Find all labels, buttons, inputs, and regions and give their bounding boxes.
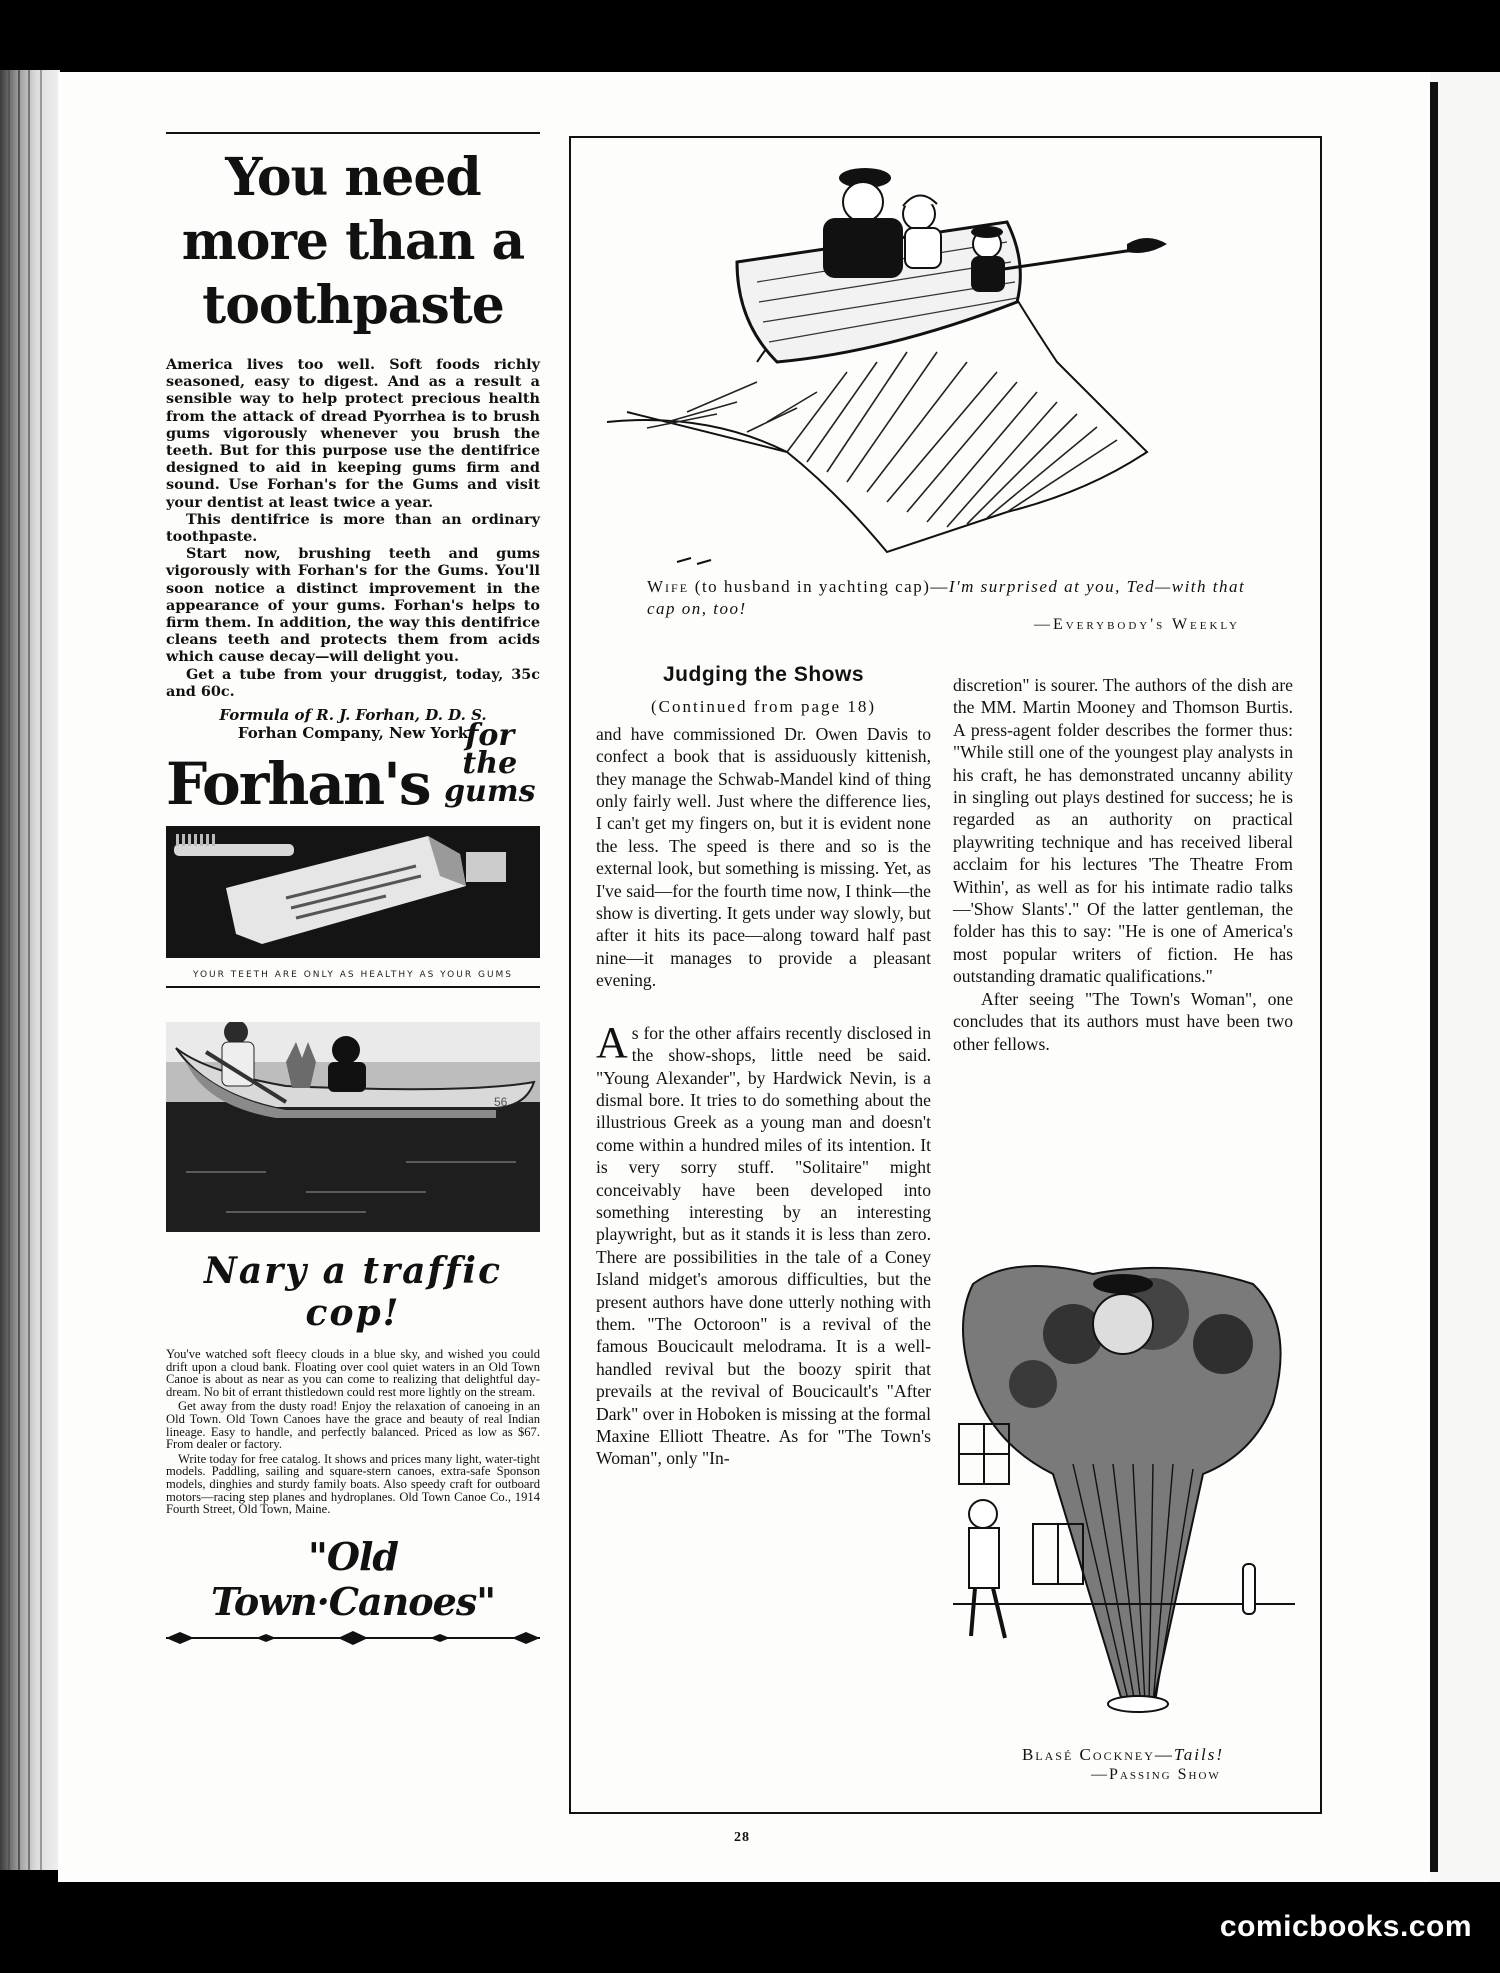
forhan-body-para: Get a tube from your druggist, today, 35c and 60c. [166,665,540,700]
toothpaste-illustration [166,826,540,958]
article-paragraph: discretion" is sourer. The authors of the dish are the MM. Martin Mooney and Thomson Burtis. A press-agent folder describes the former thus: "While still one of the youngest play analysts in his craft, he has demonstrated uncanny ability in singling out plays destined for success; he is regarded as an authority on practical playwriting technique and has received liberal acclaim for his lectures 'The Theatre From Within', as well as for his intimate radio talks—'Show Slants'." Of the latter gentleman, the folder has this to say: "He is one of America's most popular writers of fiction. He has outstanding dramatic qualifications." [953,675,1293,987]
caption-stage-direction: (to husband in yachting cap)— [694,577,949,596]
caption-speaker: Wife [647,577,690,596]
article-paragraph-text: s for the other affairs recently disclosed in the show-shops, little need be said. "Young Alexander", by Hardwick Nevin, is a dismal bore. It tries to do something about the illustrious Greek as a young man and doesn't come within a hundred miles of its intention. It is very sorry stuff. "Solitaire" might conceivably have been developed into something interesting by an interesting playwright, but as it stands it is less than zero. There are possibilities in the tale of a Coney Island midget's amorous difficulties, but the present authors have done utterly nothing with them. "The Octoroon" is a revival of the famous Boucicault melodrama. It is a well-handled revival but the boozy spirit that prevails at the revival of Boucicault's "After Dark" over in Hoboken is missing at the formal Maxine Elliott Theatre. As for "The Town's Woman", only "In- [596,1022,931,1469]
ornament-divider [166,1630,540,1646]
canoe-number: 56 [494,1095,508,1110]
cockney-cartoon [953,1264,1295,1736]
site-watermark: comicbooks.com [1219,1910,1472,1943]
forhan-logo-tagline [440,718,540,810]
facing-page-edge [1430,72,1500,1882]
exploding-hat-illustration [953,1264,1295,1736]
canoe-headline: Nary a traffic cop! [204,1250,502,1335]
canoe-body [166,1348,540,1516]
forhan-body-para: This dentifrice is more than an ordinary toothpaste. [166,510,540,546]
continued-page: 18 [847,697,869,717]
continued-suffix: ) [868,697,877,717]
article-paragraph [596,1017,931,1470]
toothpaste-caption: YOUR TEETH ARE ONLY AS HEALTHY AS YOUR GUMS [192,970,514,981]
canoe-photo [166,1022,540,1232]
forhan-logo-name: Forhan's [166,750,430,819]
top-cartoon-caption [647,576,1267,620]
toothpaste-photo [166,826,540,958]
top-scan-border [0,0,1500,70]
caption-quote: Tails! [1173,1745,1225,1764]
page-number: 28 [734,1830,750,1845]
caption-quote: I'm surprised at you, Ted—with that cap on, too! [647,577,1246,618]
forhan-body-para: America lives too well. Soft foods richly seasoned, easy to digest. And as a result a sensible way to help protect precious health from the attack of dread Pyorrhea is to brush gums vigorously whenever you brush the teeth. But for this purpose use the dentifrice designed to aid in keeping gums firm and sound. Use Forhan's for the Gums and visit your dentist at least twice a year. [166,356,540,511]
article-continued [596,696,931,718]
forhan-body [166,356,540,700]
company-line: Forhan Company, New York [237,724,469,743]
editorial-frame [569,136,1322,1814]
top-rule [166,132,540,134]
forhan-body-para: Start now, brushing teeth and gums vigorously with Forhan's for the Gums. You'll soon notice a distinct improvement in the appearance of your gums. Forhan's helps to firm them. In addition, the way this dentifrice cleans teeth and protects them from acids which cause decay—will delight you. [166,545,540,666]
formula-line: Formula of R. J. Forhan, D. D. S. [219,706,487,725]
forhan-headline: You need more than a toothpaste [181,147,525,336]
logo-for-the: for the [462,718,518,782]
canoe-illustration [166,1022,540,1232]
bottom-cartoon-caption: Blasé Cockney—Tails! [1021,1745,1225,1764]
ad-divider [166,986,540,988]
book-spine [0,70,60,1870]
article-title: Judging the Shows [663,663,864,686]
article-paragraph: After seeing "The Town's Woman", one concludes that its authors must have been two other fellows. [953,988,1293,1054]
yacht-cartoon [587,152,1305,572]
rowboat-illustration [587,152,1305,572]
article-column-left [596,664,931,1470]
canoe-body-para: Get away from the dusty road! Enjoy the relaxation of canoeing in an Old Town. Old Town Canoes have the grace and beauty of real Indian lineage. Easy to handle, and perfectly balanced. Priced as low as $67. From dealer or factory. [166,1399,540,1452]
article-column-right [953,674,1293,1055]
drop-cap: A [596,1017,628,1067]
logo-gums: gums [444,774,536,810]
canoe-body-para: Write today for free catalog. It shows and prices many light, water-tight models. Paddling, sailing and square-stern canoes, extra-safe Sponson models, dinghies and sturdy family boats. Also speedy craft for outboard motors—racing step planes and hydroplanes. Old Town Canoe Co., 1914 Fourth Street, Old Town, Maine. [166,1451,540,1517]
continued-prefix: (Continued from page [650,697,848,717]
canoe-body-para: You've watched soft fleecy clouds in a blue sky, and wished you could drift upon a cloud bank. Floating over cool quiet waters in an Old Town Canoe is about as near as you can come to realizing that delightful day-dream. No bit of errant thistledown could rest more lightly on the stream. [166,1347,540,1399]
top-cartoon-source: —Everybody's Weekly [1033,616,1240,633]
advertisement-column [166,132,540,1822]
old-town-logo: "Old Town·Canoes" [210,1533,496,1624]
article-paragraph: and have commissioned Dr. Owen Davis to confect a book that is assiduously kittenish, they manage the Schwab-Mandel kind of thing only fairly well. Just where the difference lies, I can't get my fingers on, but it is evident none the less. The speed is there and so is the external look, but something is missing. Yet, as I've said—for the fourth time now, I think—the show is diverting. It gets under way slowly, but after it hits its pace—along toward half past nine—it manages to provide a pleasant evening. [596,723,931,991]
bottom-cartoon-source: —Passing Show [1091,1766,1221,1783]
ornament-icon [166,1630,540,1646]
caption-speaker: Blasé Cockney [1021,1745,1155,1764]
